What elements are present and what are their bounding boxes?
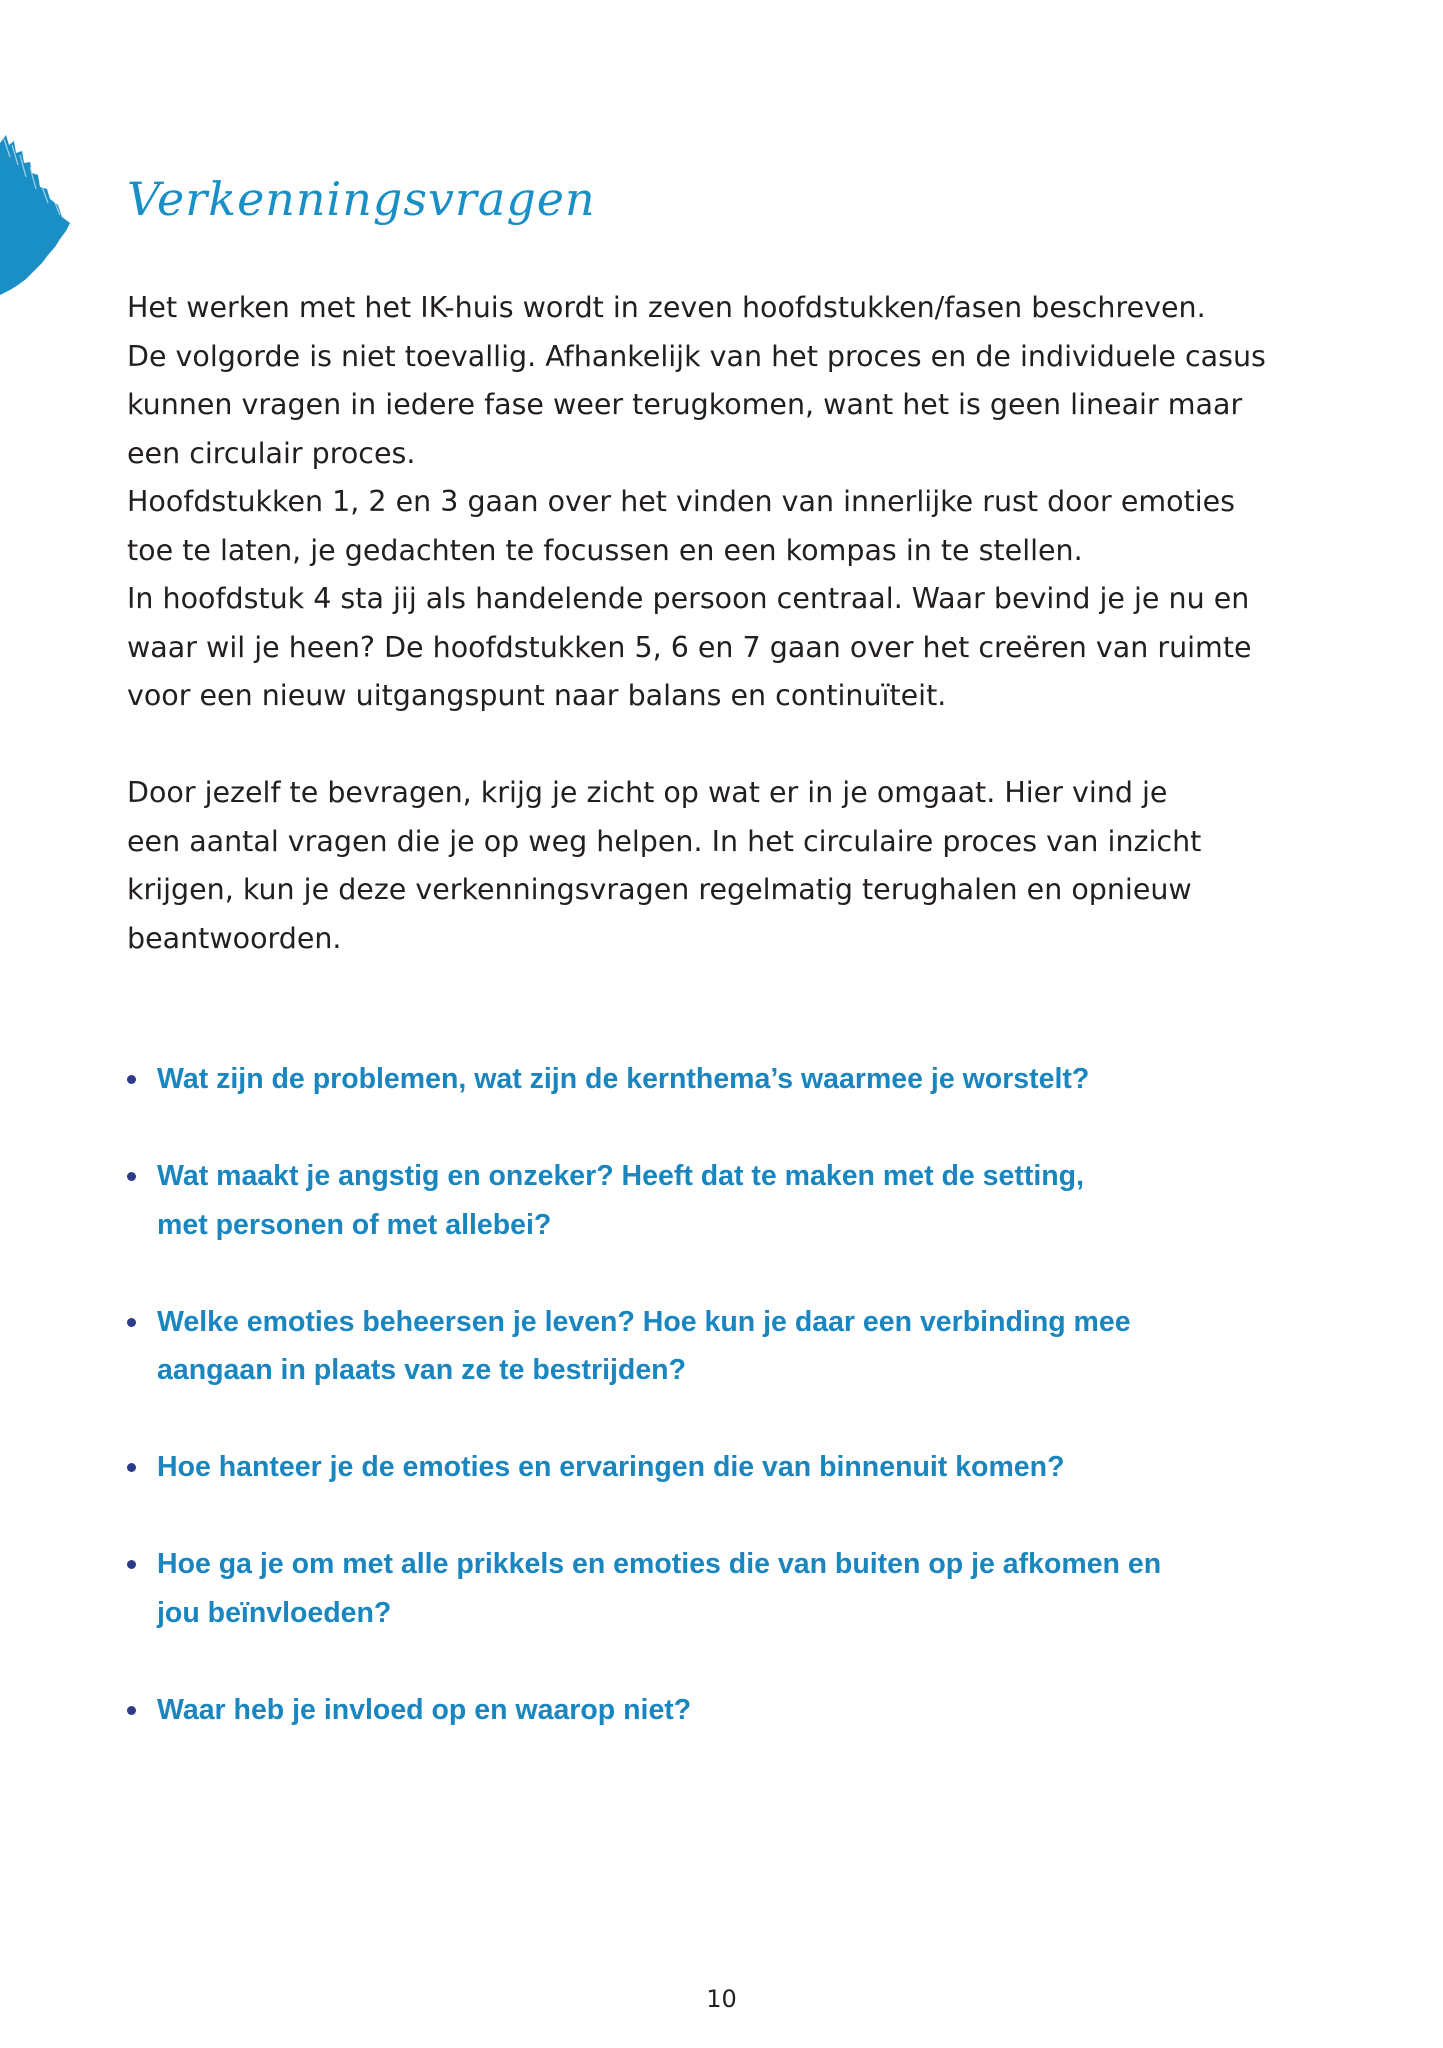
- text-line: De volgorde is niet toevallig. Afhankelijk van het proces en de individuele casus: [127, 339, 1266, 373]
- text-line: een aantal vragen die je op weg helpen. In het circulaire proces van inzicht: [127, 824, 1202, 858]
- question-item: [127, 1298, 1161, 1395]
- text-line: In hoofdstuk 4 sta jij als handelende persoon centraal. Waar bevind je je nu en: [127, 582, 1250, 615]
- text-line: Door jezelf te bevragen, krijg je zicht op wat er in je omgaat. Hier vind je: [127, 776, 1168, 809]
- text-line: toe te laten, je gedachten te focussen en een kompas in te stellen.: [127, 533, 1083, 567]
- question-line: aangaan in plaats van ze te bestrijden?: [157, 1354, 686, 1386]
- text-line: Het werken met het IK-huis wordt in zeven hoofdstukken/fasen beschreven.: [127, 291, 1206, 324]
- bullet-icon: [127, 1172, 136, 1181]
- question-line: Waar heb je invloed op en waarop niet?: [157, 1693, 692, 1726]
- text-line: beantwoorden.: [127, 921, 342, 955]
- question-item: [127, 1540, 1161, 1637]
- question-item: [127, 1055, 1161, 1104]
- question-line: Wat maakt je angstig en onzeker? Heeft dat te maken met de setting,: [157, 1160, 1085, 1192]
- bullet-icon: [127, 1075, 136, 1084]
- bullet-icon: [127, 1318, 136, 1327]
- question-line: Welke emoties beheersen je leven? Hoe kun je daar een verbinding mee: [157, 1305, 1131, 1338]
- page-title: Verkenningsvragen: [127, 172, 596, 226]
- question-line: Hoe ga je om met alle prikkels en emoties die van buiten op je afkomen en: [157, 1548, 1162, 1580]
- text-line: voor een nieuw uitgangspunt naar balans en continuïteit.: [127, 679, 947, 712]
- bullet-icon: [127, 1706, 136, 1715]
- question-line: jou beïnvloeden?: [157, 1596, 392, 1629]
- intro-paragraph: [127, 284, 1327, 721]
- question-item: [127, 1686, 1161, 1735]
- text-line: Hoofdstukken 1, 2 en 3 gaan over het vinden van innerlijke rust door emoties: [127, 485, 1236, 518]
- intro-paragraph: [127, 769, 1327, 963]
- question-line: Wat zijn de problemen, wat zijn de kernthema’s waarmee je worstelt?: [157, 1063, 1090, 1095]
- text-line: waar wil je heen? De hoofdstukken 5, 6 en 7 gaan over het creëren van ruimte: [127, 630, 1252, 664]
- question-list: [127, 1055, 1161, 1783]
- intro-text: [127, 284, 1327, 963]
- question-line: Hoe hanteer je de emoties en ervaringen die van binnenuit komen?: [157, 1451, 1065, 1483]
- brush-stroke-decoration: [0, 135, 75, 295]
- text-line: krijgen, kun je deze verkenningsvragen regelmatig terughalen en opnieuw: [127, 873, 1192, 906]
- question-line: met personen of met allebei?: [157, 1208, 552, 1241]
- bullet-icon: [127, 1560, 136, 1569]
- page-number: 10: [706, 1985, 737, 2013]
- text-line: kunnen vragen in iedere fase weer terugkomen, want het is geen lineair maar: [127, 388, 1243, 421]
- question-item: [127, 1443, 1161, 1492]
- question-item: [127, 1152, 1161, 1249]
- text-line: een circulair proces.: [127, 436, 416, 470]
- bullet-icon: [127, 1463, 136, 1472]
